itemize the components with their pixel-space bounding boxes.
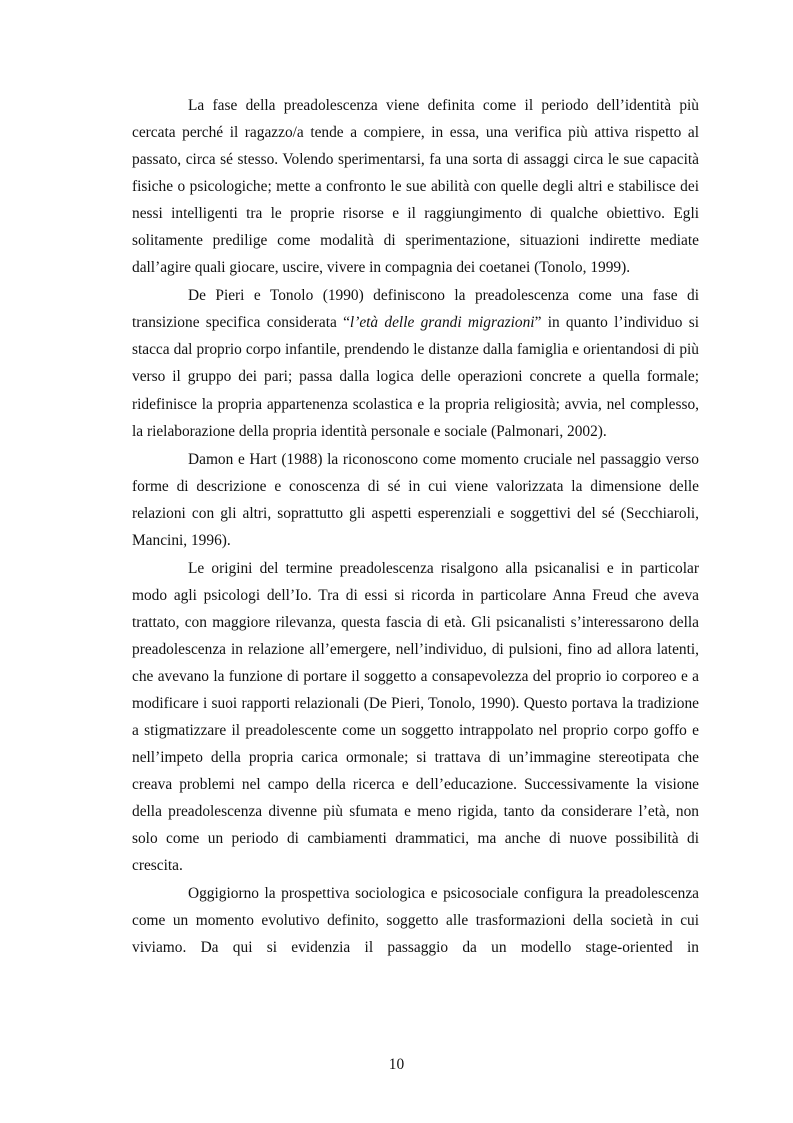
paragraph-2: De Pieri e Tonolo (1990) definiscono la preadolescenza come una fase di transizione specifica considerata “l’età delle grandi migrazioni” in quanto l’individuo si stacca dal proprio corpo infantile, prendendo le distanze dalla famiglia e orientandosi di più verso il gruppo dei pari; passa dalla logica delle operazioni concrete a quella formale; ridefinisce la propria appartenenza scolastica e la propria religiosità; avvia, nel complesso, la rielaborazione della propria identità personale e sociale (Palmonari, 2002). [132,287,700,440]
body-text [132,92,699,962]
paragraph-4: Le origini del termine preadolescenza risalgono alla psicanalisi e in particolar modo agli psicologi dell’Io. Tra di essi si ricorda in particolare Anna Freud che aveva trattato, con maggiore rilevanza, questa fascia di età. Gli psicanalisti s’interessarono della preadolescenza in relazione all’emergere, nell’individuo, di pulsioni, fino ad allora latenti, che avevano la funzione di portare il soggetto a consapevolezza del proprio io corporeo e a modificare i suoi rapporti relazionali (De Pieri, Tonolo, 1990). Questo portava la tradizione a stigmatizzare il preadolescente come un soggetto intrappolato nel proprio corpo goffo e nell’impeto della propria carica ormonale; si trattava di un’immagine stereotipata che creava problemi nel campo della ricerca e dell’educazione. Successivamente la visione della preadolescenza divenne più sfumata e meno rigida, tanto da considerare l’età, non solo come un periodo di cambiamenti drammatici, ma anche di nuove possibilità di crescita. [132,559,699,875]
paragraph-3: Damon e Hart (1988) la riconoscono come momento cruciale nel passaggio verso forme di descrizione e conoscenza di sé in cui viene valorizzata la dimensione delle relazioni con gli altri, soprattutto gli aspetti esperenziali e soggettivi del sé (Secchiaroli, Mancini, 1996). [132,450,699,549]
italic-quote: l’età delle grandi migrazioni [349,314,535,332]
page-number: 10 [388,1056,405,1073]
paragraph-1: La fase della preadolescenza viene definita come il periodo dell’identità più cercata perché il ragazzo/a tende a compiere, in essa, una verifica più attiva rispetto al passato, circa sé stesso. Volendo sperimentarsi, fa una sorta di assaggi circa le sue capacità fisiche o psicologiche; mette a confronto le sue abilità con quelle degli altri e stabilisce dei nessi intelligenti tra le proprie risorse e il raggiungimento di qualche obiettivo. Egli solitamente predilige come modalità di sperimentazione, situazioni indirette mediate dall’agire quali giocare, uscire, vivere in compagnia dei coetanei (Tonolo, 1999). [132,97,699,277]
paragraph-5: Oggigiorno la prospettiva sociologica e psicosociale configura la preadolescenza come un momento evolutivo definito, soggetto alle trasformazioni della società in cui viviamo. Da qui si evidenzia il passaggio da un modello stage-oriented in [132,885,699,957]
